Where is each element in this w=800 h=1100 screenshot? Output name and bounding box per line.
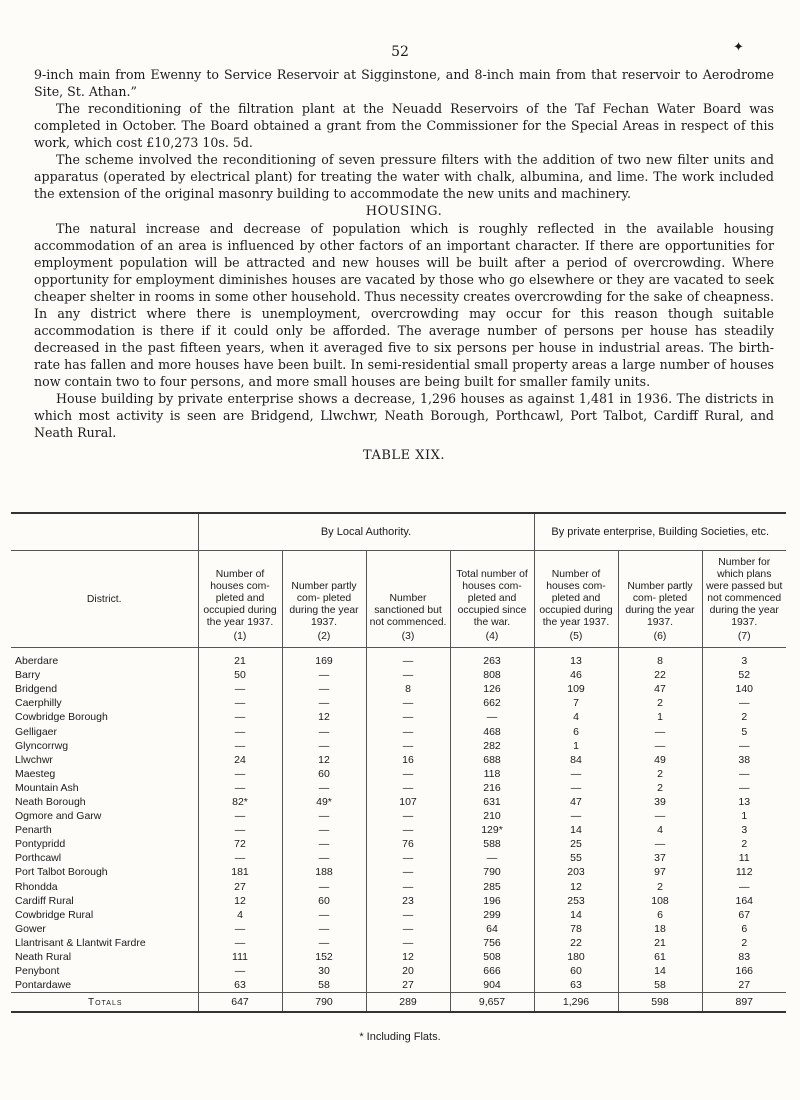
cell-c2: 12	[282, 753, 366, 767]
district-name: Cardiff Rural	[15, 894, 74, 907]
cell-c5: 25	[534, 837, 618, 851]
cell-c2: —	[282, 724, 366, 738]
cell-c6: 108	[618, 894, 702, 908]
paragraph: The natural increase and decrease of population which is roughly reflected in the available housing accommodation of an area is influenced by other factors of an important character. If there are opportunities for employment population will be attracted and new houses will be built after a period of overcrowding. Where opportunity for employment diminishes houses are vacated by those who go elsewhere or they are vacated to seek cheaper shelter in rooms in some other household. Thus necessity creates overcrowding for the sake of cheapness. In any district where there is unemployment, overcrowding may occur for this reason though suitable accommodation is there if it could only be afforded. The average number of persons per house has steadily decreased in the past fifteen years, when it averaged five to six persons per house in industrial areas. The birth-rate has fallen and more houses have been built. In semi-residential small property areas a large number of houses now contain two to four persons, and more small houses are being built for smaller family units.	[34, 221, 774, 389]
cell-c4: 285	[450, 880, 534, 894]
cell-c6: 18	[618, 922, 702, 936]
column-header-4	[450, 551, 534, 648]
cell-c1: —	[198, 724, 282, 738]
column-label: Number sanctioned but not commenced.	[369, 593, 447, 628]
district-name: Aberdare	[15, 655, 59, 668]
cell-c2: —	[282, 851, 366, 865]
total-c4: 9,657	[450, 993, 534, 1013]
cell-c1: —	[198, 767, 282, 781]
cell-c6: 37	[618, 851, 702, 865]
table-row	[11, 908, 786, 922]
district-name: Maesteg	[15, 767, 56, 780]
cell-c5: 13	[534, 648, 618, 669]
cell-c1: —	[198, 922, 282, 936]
column-label: Number partly com- pleted during the year 1937.	[289, 581, 359, 628]
cell-c6: 21	[618, 936, 702, 950]
cell-c3: 12	[366, 950, 450, 964]
cell-c2: —	[282, 823, 366, 837]
table-row	[11, 880, 786, 894]
district-name: Pontardawe	[15, 979, 72, 992]
district-name: Neath Rural	[15, 951, 72, 964]
cell-c2: 169	[282, 648, 366, 669]
table-title: TABLE XIX.	[363, 448, 445, 463]
cell-c2: 30	[282, 964, 366, 978]
district-name: Barry	[15, 669, 41, 682]
column-label: Total number of houses com- pleted and occupied since the war.	[456, 569, 528, 628]
cell-c5: 253	[534, 894, 618, 908]
total-c2: 790	[282, 993, 366, 1013]
cell-c4: 129*	[450, 823, 534, 837]
cell-c1: —	[198, 964, 282, 978]
cell-c7: 38	[702, 753, 786, 767]
cell-c4: 282	[450, 739, 534, 753]
cell-c5: 14	[534, 823, 618, 837]
cell-c4: 299	[450, 908, 534, 922]
cell-c7: 1	[702, 809, 786, 823]
cell-c4: 808	[450, 668, 534, 682]
cell-c7: 112	[702, 865, 786, 879]
cell-c3: —	[366, 710, 450, 724]
totals-label: Totals	[11, 993, 198, 1013]
district-name: Cowbridge Borough	[15, 711, 108, 724]
cell-c1: —	[198, 739, 282, 753]
cell-c5: 6	[534, 724, 618, 738]
total-c1: 647	[198, 993, 282, 1013]
column-number: (1)	[233, 631, 247, 642]
cell-c7: 2	[702, 936, 786, 950]
cell-c1: —	[198, 936, 282, 950]
cell-c2: —	[282, 781, 366, 795]
district-name: Penybont	[15, 965, 60, 978]
cell-c4: 508	[450, 950, 534, 964]
cell-c2: 12	[282, 710, 366, 724]
district-name: Bridgend	[15, 683, 58, 696]
column-number: (4)	[485, 631, 499, 642]
cell-c7: 5	[702, 724, 786, 738]
cell-c2: —	[282, 837, 366, 851]
cell-c2: —	[282, 809, 366, 823]
cell-c6: 6	[618, 908, 702, 922]
cell-c3: 107	[366, 795, 450, 809]
cell-c3: 76	[366, 837, 450, 851]
cell-c1: 4	[198, 908, 282, 922]
cell-c5: 180	[534, 950, 618, 964]
cell-c3: —	[366, 880, 450, 894]
cell-c5: 14	[534, 908, 618, 922]
cell-c6: —	[618, 724, 702, 738]
cell-c5: 22	[534, 936, 618, 950]
cell-c3: 23	[366, 894, 450, 908]
table-row	[11, 964, 786, 978]
cell-c5: 60	[534, 964, 618, 978]
district-name: Penarth	[15, 824, 52, 837]
district-name: Llwchwr	[15, 753, 53, 766]
cell-c2: 60	[282, 894, 366, 908]
table-row	[11, 648, 786, 669]
cell-c7: 52	[702, 668, 786, 682]
total-c3: 289	[366, 993, 450, 1013]
cell-c4: 790	[450, 865, 534, 879]
cell-c6: —	[618, 837, 702, 851]
table-row	[11, 767, 786, 781]
cell-c2: —	[282, 682, 366, 696]
cell-c6: 58	[618, 978, 702, 993]
cell-c4: 263	[450, 648, 534, 669]
cell-c1: 181	[198, 865, 282, 879]
cell-c4: 216	[450, 781, 534, 795]
table-row	[11, 823, 786, 837]
column-number: (6)	[653, 631, 667, 642]
district-name: Mountain Ash	[15, 781, 79, 794]
cell-c5: 4	[534, 710, 618, 724]
cell-c1: 12	[198, 894, 282, 908]
cell-c7: —	[702, 781, 786, 795]
cell-c2: —	[282, 696, 366, 710]
cell-c4: 688	[450, 753, 534, 767]
cell-c5: 109	[534, 682, 618, 696]
column-header-3	[366, 551, 450, 648]
cell-c3: —	[366, 668, 450, 682]
cell-c6: 49	[618, 753, 702, 767]
column-label: Number for which plans were passed but not commenced during the year 1937.	[706, 557, 783, 628]
district-name: Llantrisant & Llantwit Fardre	[15, 936, 146, 949]
cell-c2: —	[282, 936, 366, 950]
cell-c7: 3	[702, 648, 786, 669]
cell-c2: 58	[282, 978, 366, 993]
district-name: Port Talbot Borough	[15, 866, 108, 879]
paragraph: The scheme involved the reconditioning of seven pressure filters with the addition of two new filter units and apparatus (operated by electrical plant) for treating the water with chalk, albumina, and lime. The work included the extension of the original masonry building to accommodate the new units and machinery.	[34, 152, 774, 201]
column-header-7	[702, 551, 786, 648]
cell-c1: —	[198, 851, 282, 865]
group-private-enterprise: By private enterprise, Building Societies, etc.	[534, 513, 786, 551]
cell-c6: 97	[618, 865, 702, 879]
column-header-6	[618, 551, 702, 648]
cell-c5: 203	[534, 865, 618, 879]
cell-c6: 1	[618, 710, 702, 724]
cell-c6: 4	[618, 823, 702, 837]
cell-c3: —	[366, 908, 450, 922]
cell-c7: 67	[702, 908, 786, 922]
cell-c1: —	[198, 696, 282, 710]
total-c5: 1,296	[534, 993, 618, 1013]
cell-c6: 2	[618, 781, 702, 795]
table-row	[11, 682, 786, 696]
cell-c7: 140	[702, 682, 786, 696]
cell-c5: —	[534, 767, 618, 781]
table-row	[11, 753, 786, 767]
cell-c7: 166	[702, 964, 786, 978]
table-row	[11, 922, 786, 936]
cell-c1: 50	[198, 668, 282, 682]
column-header-2	[282, 551, 366, 648]
cell-c1: 82*	[198, 795, 282, 809]
cell-c4: —	[450, 851, 534, 865]
table-row	[11, 809, 786, 823]
column-label: Number partly com- pleted during the year 1937.	[625, 581, 695, 628]
cell-c1: —	[198, 781, 282, 795]
cell-c6: 2	[618, 767, 702, 781]
district-name: Rhondda	[15, 880, 58, 893]
column-label: Number of houses com- pleted and occupied during the year 1937.	[203, 569, 277, 628]
column-header-5	[534, 551, 618, 648]
table-row	[11, 739, 786, 753]
cell-c6: 61	[618, 950, 702, 964]
table-row	[11, 978, 786, 993]
table-row	[11, 795, 786, 809]
column-number: (5)	[569, 631, 583, 642]
cell-c2: —	[282, 880, 366, 894]
cell-c2: —	[282, 668, 366, 682]
cell-c6: 8	[618, 648, 702, 669]
cell-c2: —	[282, 922, 366, 936]
table-row	[11, 696, 786, 710]
cell-c7: 27	[702, 978, 786, 993]
cell-c1: 24	[198, 753, 282, 767]
cell-c3: —	[366, 739, 450, 753]
cell-c4: 662	[450, 696, 534, 710]
cell-c7: 2	[702, 837, 786, 851]
cell-c2: —	[282, 908, 366, 922]
paragraph: House building by private enterprise shows a decrease, 1,296 houses as against 1,481 in 1936. The districts in which most activity is seen are Bridgend, Llwchwr, Neath Borough, Porthcawl, Port Talbot, Cardiff Rural, and Neath Rural.	[34, 391, 774, 440]
column-number: (7)	[737, 631, 751, 642]
table-row	[11, 724, 786, 738]
cell-c5: —	[534, 781, 618, 795]
cell-c6: —	[618, 739, 702, 753]
cell-c1: 27	[198, 880, 282, 894]
cell-c5: —	[534, 809, 618, 823]
district-name: Caerphilly	[15, 697, 62, 710]
cell-c4: —	[450, 710, 534, 724]
cell-c3: —	[366, 809, 450, 823]
cell-c3: —	[366, 724, 450, 738]
cell-c1: 21	[198, 648, 282, 669]
cell-c5: 7	[534, 696, 618, 710]
cell-c6: 2	[618, 880, 702, 894]
total-c6: 598	[618, 993, 702, 1013]
cell-c3: 27	[366, 978, 450, 993]
cell-c2: 152	[282, 950, 366, 964]
cell-c1: —	[198, 710, 282, 724]
district-group-cell	[11, 513, 198, 551]
table-row	[11, 781, 786, 795]
district-name: Neath Borough	[15, 795, 86, 808]
cell-c4: 126	[450, 682, 534, 696]
paragraph: 9-inch main from Ewenny to Service Reservoir at Sigginstone, and 8-inch main from that reservoir to Aerodrome Site, St. Athan.”	[34, 67, 774, 99]
cell-c3: 20	[366, 964, 450, 978]
cell-c4: 588	[450, 837, 534, 851]
cell-c7: 164	[702, 894, 786, 908]
cell-c5: 46	[534, 668, 618, 682]
housing-table	[11, 512, 786, 1013]
cell-c5: 63	[534, 978, 618, 993]
cell-c4: 196	[450, 894, 534, 908]
district-name: Pontypridd	[15, 838, 66, 851]
cell-c3: —	[366, 823, 450, 837]
corner-mark-icon: ✦	[733, 40, 744, 55]
cell-c4: 756	[450, 936, 534, 950]
cell-c6: 22	[618, 668, 702, 682]
cell-c3: 8	[366, 682, 450, 696]
cell-c6: 14	[618, 964, 702, 978]
footnote: * Including Flats.	[359, 1031, 441, 1043]
cell-c3: —	[366, 936, 450, 950]
district-name: Cowbridge Rural	[15, 908, 94, 921]
table-row	[11, 894, 786, 908]
district-header: District.	[86, 594, 122, 605]
district-name: Gower	[15, 922, 46, 935]
column-number: (3)	[401, 631, 415, 642]
cell-c2: 188	[282, 865, 366, 879]
column-label: Number of houses com- pleted and occupied during the year 1937.	[539, 569, 613, 628]
paragraph: The reconditioning of the filtration plant at the Neuadd Reservoirs of the Taf Fechan Water Board was completed in October. The Board obtained a grant from the Commissioner for the Special Areas in respect of this work, which cost £10,273 10s. 5d.	[34, 101, 774, 150]
table-row	[11, 710, 786, 724]
cell-c3: —	[366, 696, 450, 710]
cell-c5: 12	[534, 880, 618, 894]
district-name: Ogmore and Garw	[15, 810, 102, 823]
cell-c4: 666	[450, 964, 534, 978]
cell-c1: 72	[198, 837, 282, 851]
body-text	[34, 66, 774, 471]
table-row	[11, 668, 786, 682]
table-row	[11, 851, 786, 865]
cell-c1: —	[198, 682, 282, 696]
cell-c4: 904	[450, 978, 534, 993]
cell-c7: —	[702, 767, 786, 781]
cell-c2: 49*	[282, 795, 366, 809]
cell-c3: —	[366, 781, 450, 795]
cell-c3: —	[366, 767, 450, 781]
district-name: Glyncorrwg	[15, 739, 69, 752]
cell-c5: 84	[534, 753, 618, 767]
district-name: Porthcawl	[15, 852, 62, 865]
column-number: (2)	[317, 631, 331, 642]
cell-c7: 2	[702, 710, 786, 724]
cell-c3: —	[366, 648, 450, 669]
cell-c7: —	[702, 739, 786, 753]
column-header-1	[198, 551, 282, 648]
cell-c2: —	[282, 739, 366, 753]
cell-c7: —	[702, 880, 786, 894]
cell-c3: —	[366, 922, 450, 936]
page-number: 52	[391, 44, 409, 60]
group-local-authority: By Local Authority.	[198, 513, 534, 551]
cell-c7: 13	[702, 795, 786, 809]
table-row	[11, 950, 786, 964]
cell-c5: 55	[534, 851, 618, 865]
section-heading: HOUSING.	[365, 204, 443, 219]
cell-c3: 16	[366, 753, 450, 767]
cell-c1: —	[198, 809, 282, 823]
cell-c3: —	[366, 865, 450, 879]
totals-row	[11, 993, 786, 1013]
cell-c4: 118	[450, 767, 534, 781]
table-row	[11, 865, 786, 879]
cell-c7: 6	[702, 922, 786, 936]
cell-c1: —	[198, 823, 282, 837]
cell-c7: 3	[702, 823, 786, 837]
cell-c4: 210	[450, 809, 534, 823]
cell-c5: 1	[534, 739, 618, 753]
cell-c5: 78	[534, 922, 618, 936]
cell-c5: 47	[534, 795, 618, 809]
cell-c7: 83	[702, 950, 786, 964]
cell-c6: 2	[618, 696, 702, 710]
cell-c6: 47	[618, 682, 702, 696]
cell-c4: 468	[450, 724, 534, 738]
cell-c7: 11	[702, 851, 786, 865]
cell-c6: 39	[618, 795, 702, 809]
total-c7: 897	[702, 993, 786, 1013]
cell-c1: 63	[198, 978, 282, 993]
table-row	[11, 837, 786, 851]
cell-c7: —	[702, 696, 786, 710]
cell-c3: —	[366, 851, 450, 865]
cell-c4: 631	[450, 795, 534, 809]
cell-c1: 111	[198, 950, 282, 964]
cell-c4: 64	[450, 922, 534, 936]
cell-c2: 60	[282, 767, 366, 781]
district-name: Gelligaer	[15, 725, 58, 738]
cell-c6: —	[618, 809, 702, 823]
table-row	[11, 936, 786, 950]
